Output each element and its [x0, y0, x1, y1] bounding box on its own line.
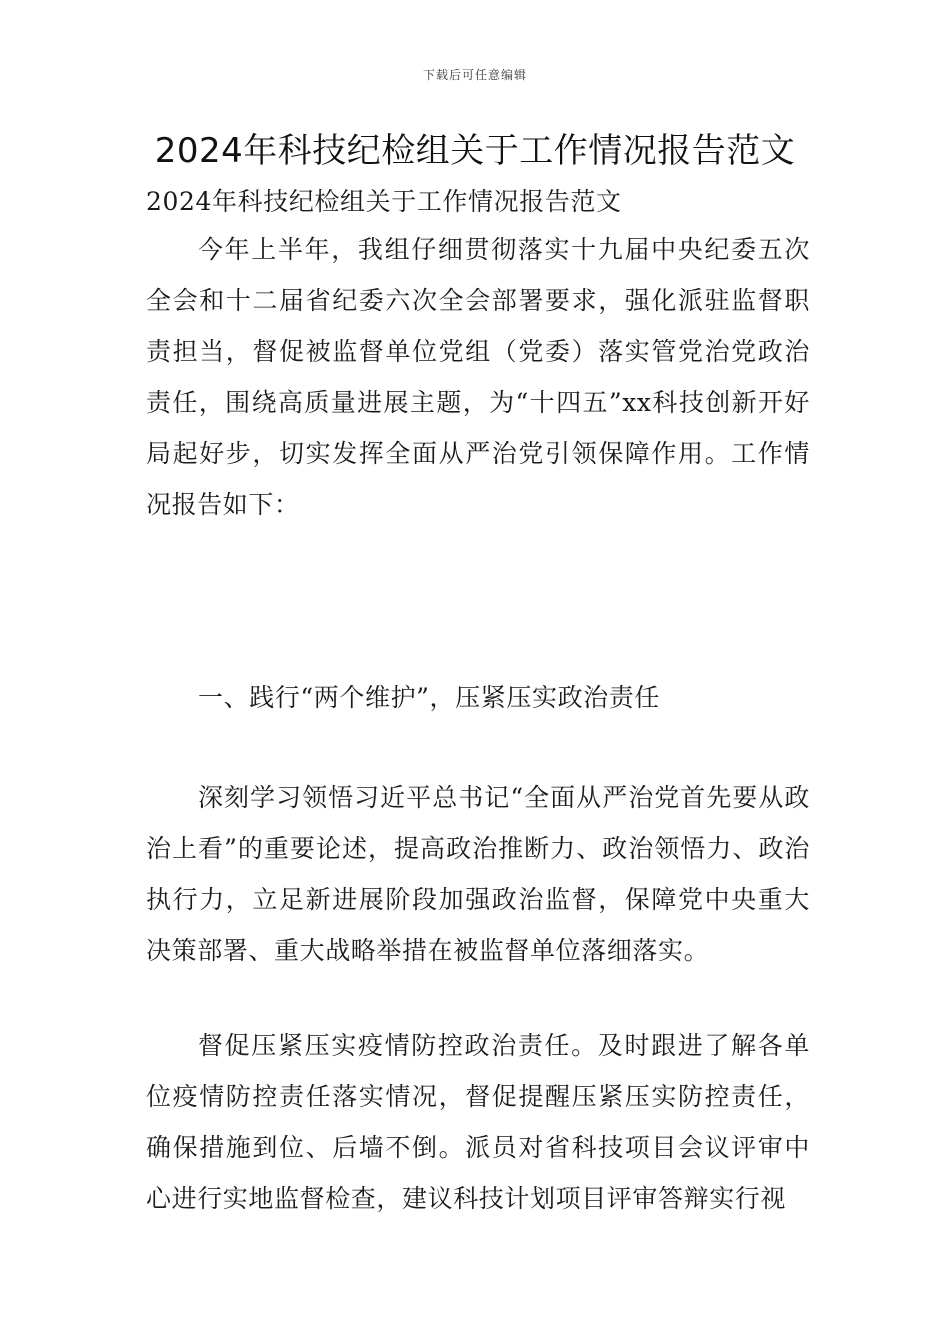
- paragraph-intro: 今年上半年，我组仔细贯彻落实十九届中央纪委五次全会和十二届省纪委六次全会部署要求，强化派驻监督职责担当，督促被监督单位党组（党委）落实管党治党政治责任，围绕高质量进展主题，为“十四五”xx科技创新开好局起好步，切实发挥全面从严治党引领保障作用。工作情况报告如下：: [146, 235, 810, 519]
- paragraph-epidemic-control: 督促压紧压实疫情防控政治责任。及时跟进了解各单位疫情防控责任落实情况，督促提醒压紧压实防控责任，确保措施到位、后墙不倒。派员对省科技项目会议评审中心进行实地监督检查，建议科技计划项目评审答辩实行视: [146, 1031, 810, 1213]
- header-note: 下载后可任意编辑: [422, 68, 527, 82]
- paragraph-political-supervision: 深刻学习领悟习近平总书记“全面从严治党首先要从政治上看”的重要论述，提高政治推断力、政治领悟力、政治执行力，立足新进展阶段加强政治监督，保障党中央重大决策部署、重大战略举措在被监督单位落细落实。: [146, 783, 810, 965]
- section-heading: 一、践行“两个维护”，压紧压实政治责任: [198, 683, 660, 712]
- document-title: 2024年科技纪检组关于工作情况报告范文: [154, 131, 796, 171]
- document-subtitle: 2024年科技纪检组关于工作情况报告范文: [146, 187, 622, 216]
